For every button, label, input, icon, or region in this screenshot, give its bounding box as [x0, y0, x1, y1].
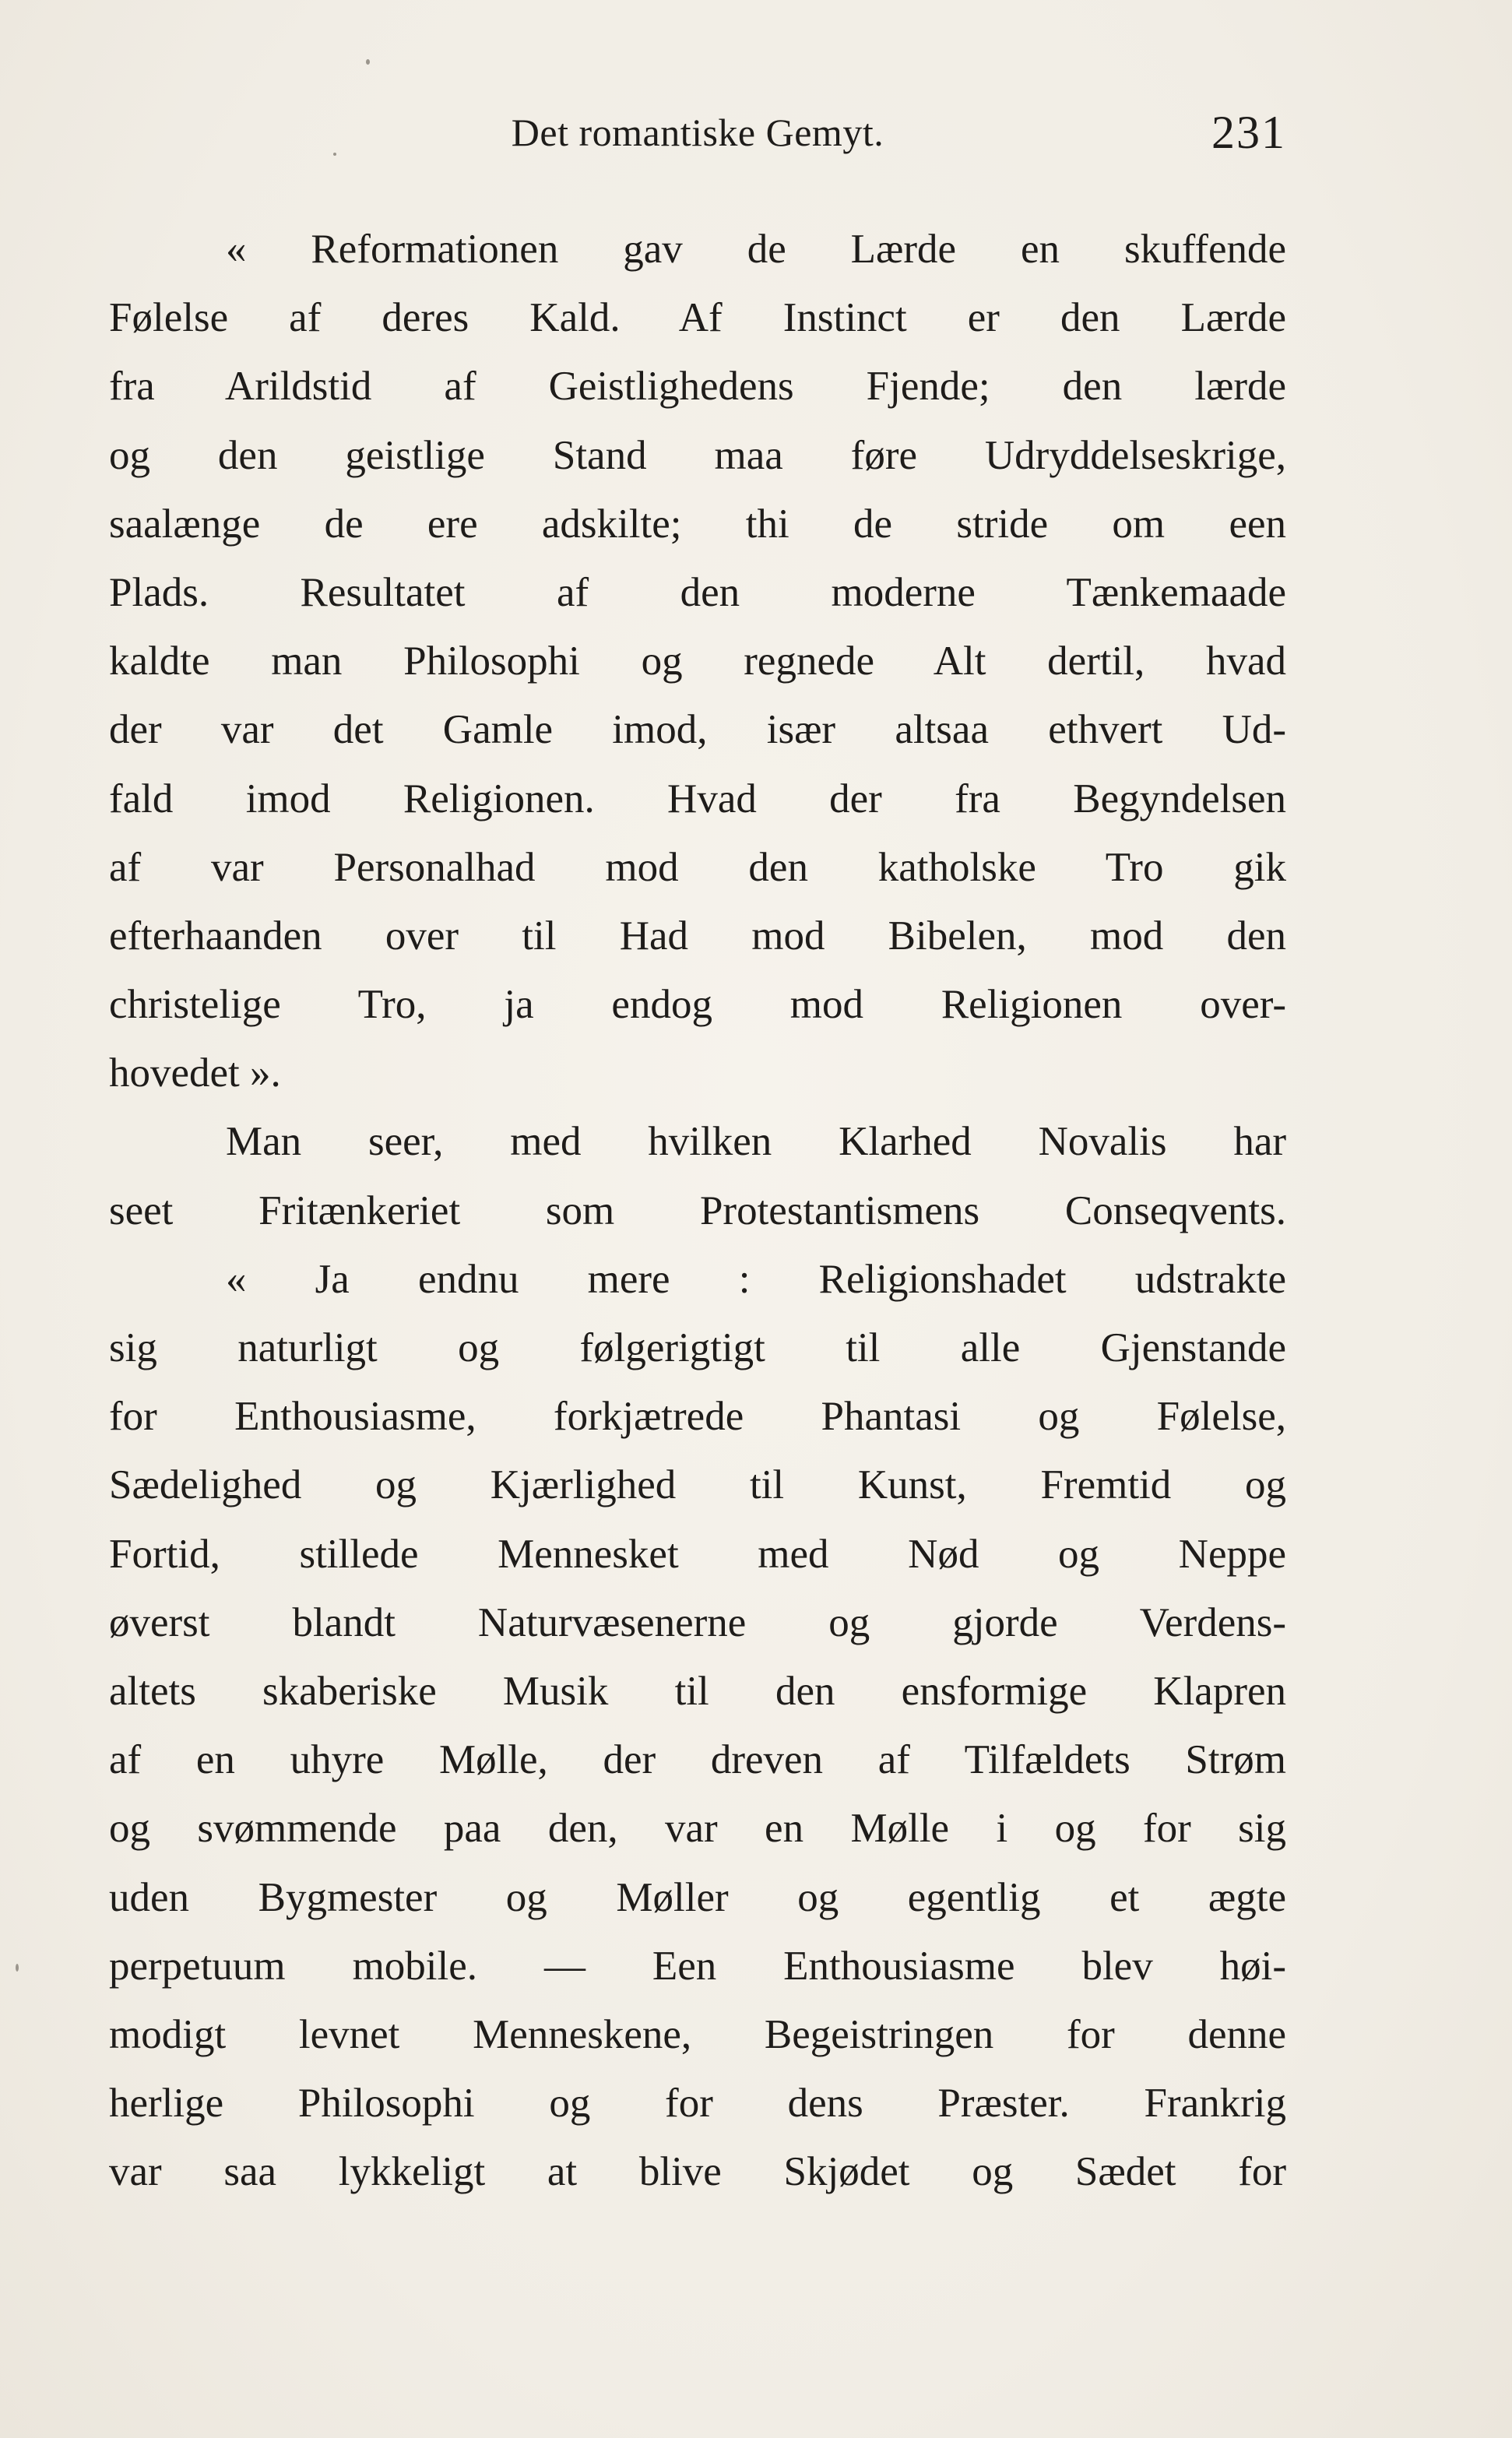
text-line: for Enthousiasme, forkjætrede Phantasi og Følelse, — [109, 1394, 1286, 1440]
body-text — [109, 215, 1286, 2206]
text-line: perpetuum mobile. — Een Enthousiasme blev høi- — [109, 1943, 1286, 1989]
text-line: fald imod Religionen. Hvad der fra Begyndelsen — [109, 776, 1286, 821]
text-line: Følelse af deres Kald. Af Instinct er den Lærde — [109, 295, 1286, 341]
text-line: og svømmende paa den, var en Mølle i og for sig — [109, 1806, 1286, 1852]
paper-speck — [16, 1964, 19, 1972]
text-line: « Ja endnu mere : Religionshadet udstrakte — [226, 1256, 1286, 1302]
text-line: fra Arildstid af Geistlighedens Fjende; den lærde — [109, 364, 1286, 410]
text-line: af en uhyre Mølle, der dreven af Tilfældets Strøm — [109, 1737, 1286, 1783]
page-number: 231 — [1211, 107, 1286, 158]
text-line: Fortid, stillede Mennesket med Nød og Neppe — [109, 1531, 1286, 1577]
text-line: altets skaberiske Musik til den ensformige Klapren — [109, 1668, 1286, 1714]
text-line: sig naturligt og følgerigtigt til alle Gjenstande — [109, 1325, 1286, 1370]
text-line: efterhaanden over til Had mod Bibelen, mod den — [109, 913, 1286, 959]
text-line: saalænge de ere adskilte; thi de stride om een — [109, 501, 1286, 547]
text-line: Plads. Resultatet af den moderne Tænkemaade — [109, 569, 1286, 615]
text-line: og den geistlige Stand maa føre Udryddelseskrige, — [109, 432, 1286, 478]
text-line: var saa lykkeligt at blive Skjødet og Sædet for — [109, 2149, 1286, 2195]
text-line: modigt levnet Menneskene, Begeistringen for denne — [109, 2011, 1286, 2057]
text-line: seet Fritænkeriet som Protestantismens Conseqvents. — [109, 1187, 1286, 1233]
text-line: hovedet ». — [109, 1050, 281, 1096]
paper-speck — [366, 59, 370, 65]
page-header — [109, 101, 1286, 164]
text-line: herlige Philosophi og for dens Præster. Frankrig — [109, 2081, 1286, 2127]
text-line: « Reformationen gav de Lærde en skuffende — [226, 227, 1286, 272]
text-line: kaldte man Philosophi og regnede Alt dertil, hvad — [109, 639, 1286, 684]
text-line: øverst blandt Naturvæsenerne og gjorde Verdens- — [109, 1599, 1286, 1645]
text-line: uden Bygmester og Møller og egentlig et ægte — [109, 1874, 1286, 1920]
running-title: Det romantiske Gemyt. — [511, 111, 884, 154]
text-line: christelige Tro, ja endog mod Religionen over- — [109, 982, 1286, 1028]
text-line: der var det Gamle imod, især altsaa ethvert Ud- — [109, 707, 1286, 753]
text-line: Sædelighed og Kjærlighed til Kunst, Fremtid og — [109, 1462, 1286, 1508]
text-line: af var Personalhad mod den katholske Tro gik — [109, 844, 1286, 890]
text-line: Man seer, med hvilken Klarhed Novalis har — [226, 1119, 1286, 1165]
